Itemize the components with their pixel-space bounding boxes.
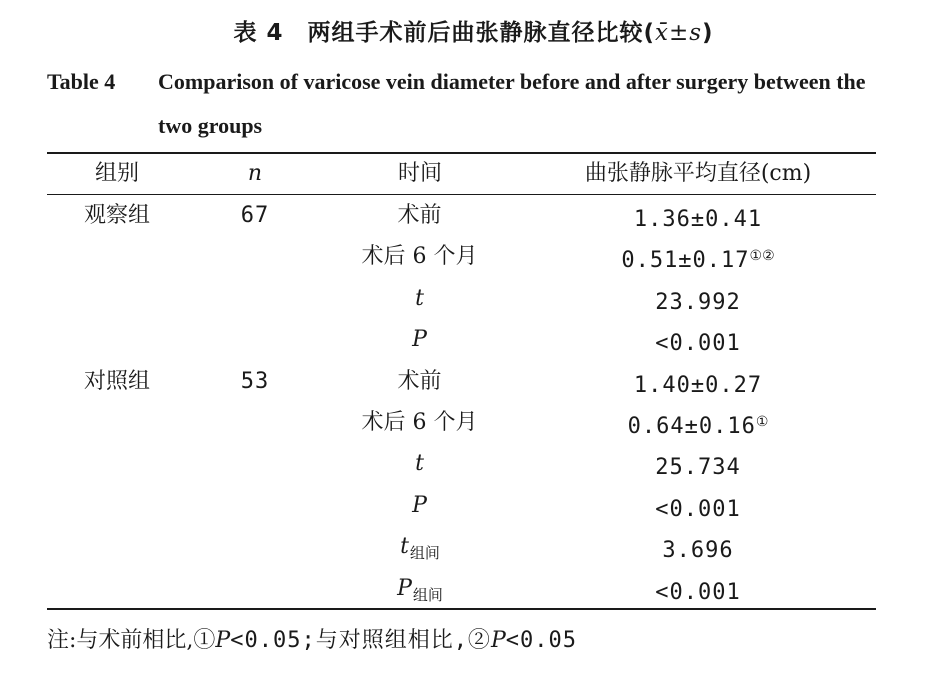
stat-symbol: P <box>412 327 427 353</box>
n-value: 67 <box>240 203 270 228</box>
table-cell-n <box>190 195 320 236</box>
diameter-value: 0.64±0.16 <box>627 414 756 439</box>
n-value: 53 <box>240 368 270 394</box>
title-cn-paren-close: ) <box>702 20 714 46</box>
header-n: n <box>247 161 263 186</box>
table-cell-value <box>520 526 876 567</box>
table-footnote <box>47 620 907 662</box>
table-cell-time <box>320 485 520 526</box>
title-cn-symbol: x̄±s <box>654 20 703 46</box>
table-cell-time <box>320 195 520 236</box>
table-cell-time <box>320 278 520 319</box>
diameter-value: <0.001 <box>655 331 741 357</box>
note-p1: P <box>215 628 231 653</box>
table-cell-group <box>47 568 187 609</box>
table-cell-group <box>47 526 187 567</box>
table-cell-time <box>320 361 520 402</box>
group-label: 对照组 <box>83 368 150 394</box>
time-label: 术前 <box>397 368 442 394</box>
table-cell-value <box>520 402 876 443</box>
note-p2: P <box>490 628 506 653</box>
stat-subscript: 组间 <box>412 585 443 604</box>
table-cell-n <box>190 236 320 277</box>
stat-symbol: t <box>415 285 424 311</box>
table-cell-group <box>47 485 187 526</box>
note-prefix: 注:与术前相比,① <box>47 628 216 653</box>
stat-symbol: P <box>412 492 427 518</box>
table-cell-n <box>190 443 320 484</box>
diameter-value: 23.992 <box>655 289 741 315</box>
diameter-value: 0.51±0.17 <box>621 248 750 274</box>
table-cell-n <box>190 526 320 567</box>
table-cell-time <box>320 568 520 609</box>
diameter-value: 1.40±0.27 <box>633 372 763 398</box>
table-cell-value <box>520 319 876 360</box>
group-label: 观察组 <box>83 203 150 228</box>
header-time: 时间 <box>397 161 442 186</box>
table-cell-group <box>47 319 187 360</box>
diameter-value: 1.36±0.41 <box>633 207 763 232</box>
stat-subscript: 组间 <box>409 544 440 563</box>
significance-mark: ① <box>755 414 769 430</box>
table-cell-n <box>190 319 320 360</box>
table-cell-group <box>47 402 187 443</box>
table-cell-time <box>320 319 520 360</box>
table-cell-value <box>520 485 876 526</box>
table-cell-value <box>520 278 876 319</box>
stat-symbol: t <box>415 451 424 477</box>
title-cn-paren-open: ( <box>643 20 655 46</box>
stat-symbol: t <box>400 534 409 560</box>
table-cell-n <box>190 568 320 609</box>
table-cell-group <box>47 195 187 236</box>
table-cell-n <box>190 485 320 526</box>
table-cell-n <box>190 278 320 319</box>
table-cell-group <box>47 361 187 402</box>
table-cell-time <box>320 236 520 277</box>
table-cell-value <box>520 195 876 236</box>
table-cell-value <box>520 568 876 609</box>
time-label: 术后 6 个月 <box>361 244 478 270</box>
diameter-value: 3.696 <box>662 538 734 564</box>
table-cell-group <box>47 278 187 319</box>
table-cell-value <box>520 443 876 484</box>
title-en-text: Comparison of varicose vein diameter before and after surgery between the two groups <box>158 69 866 138</box>
diameter-value: <0.001 <box>655 496 741 522</box>
table-cell-group <box>47 443 187 484</box>
title-en-label: Table 4 <box>47 69 116 94</box>
diameter-value: 25.734 <box>655 455 741 481</box>
table-cell-value <box>520 361 876 402</box>
table-cell-time <box>320 443 520 484</box>
table-cell-time <box>320 402 520 443</box>
table-cell-n <box>190 361 320 402</box>
table-cell-group <box>47 236 187 277</box>
time-label: 术前 <box>397 203 442 228</box>
table-title-cn <box>0 14 947 47</box>
table-cell-value <box>520 236 876 277</box>
stat-symbol: P <box>397 575 412 601</box>
note-mid: <0.05;与对照组相比,② <box>230 628 491 653</box>
table-cell-time <box>320 526 520 567</box>
title-cn-main: 表 4 两组手术前后曲张静脉直径比较 <box>233 20 644 46</box>
header-group: 组别 <box>94 161 139 186</box>
table-cell-n <box>190 402 320 443</box>
header-diameter: 曲张静脉平均直径(cm) <box>584 161 812 186</box>
time-label: 术后 6 个月 <box>361 410 478 435</box>
note-end: <0.05 <box>505 628 577 653</box>
diameter-value: <0.001 <box>655 579 741 605</box>
significance-mark: ①② <box>749 248 775 265</box>
